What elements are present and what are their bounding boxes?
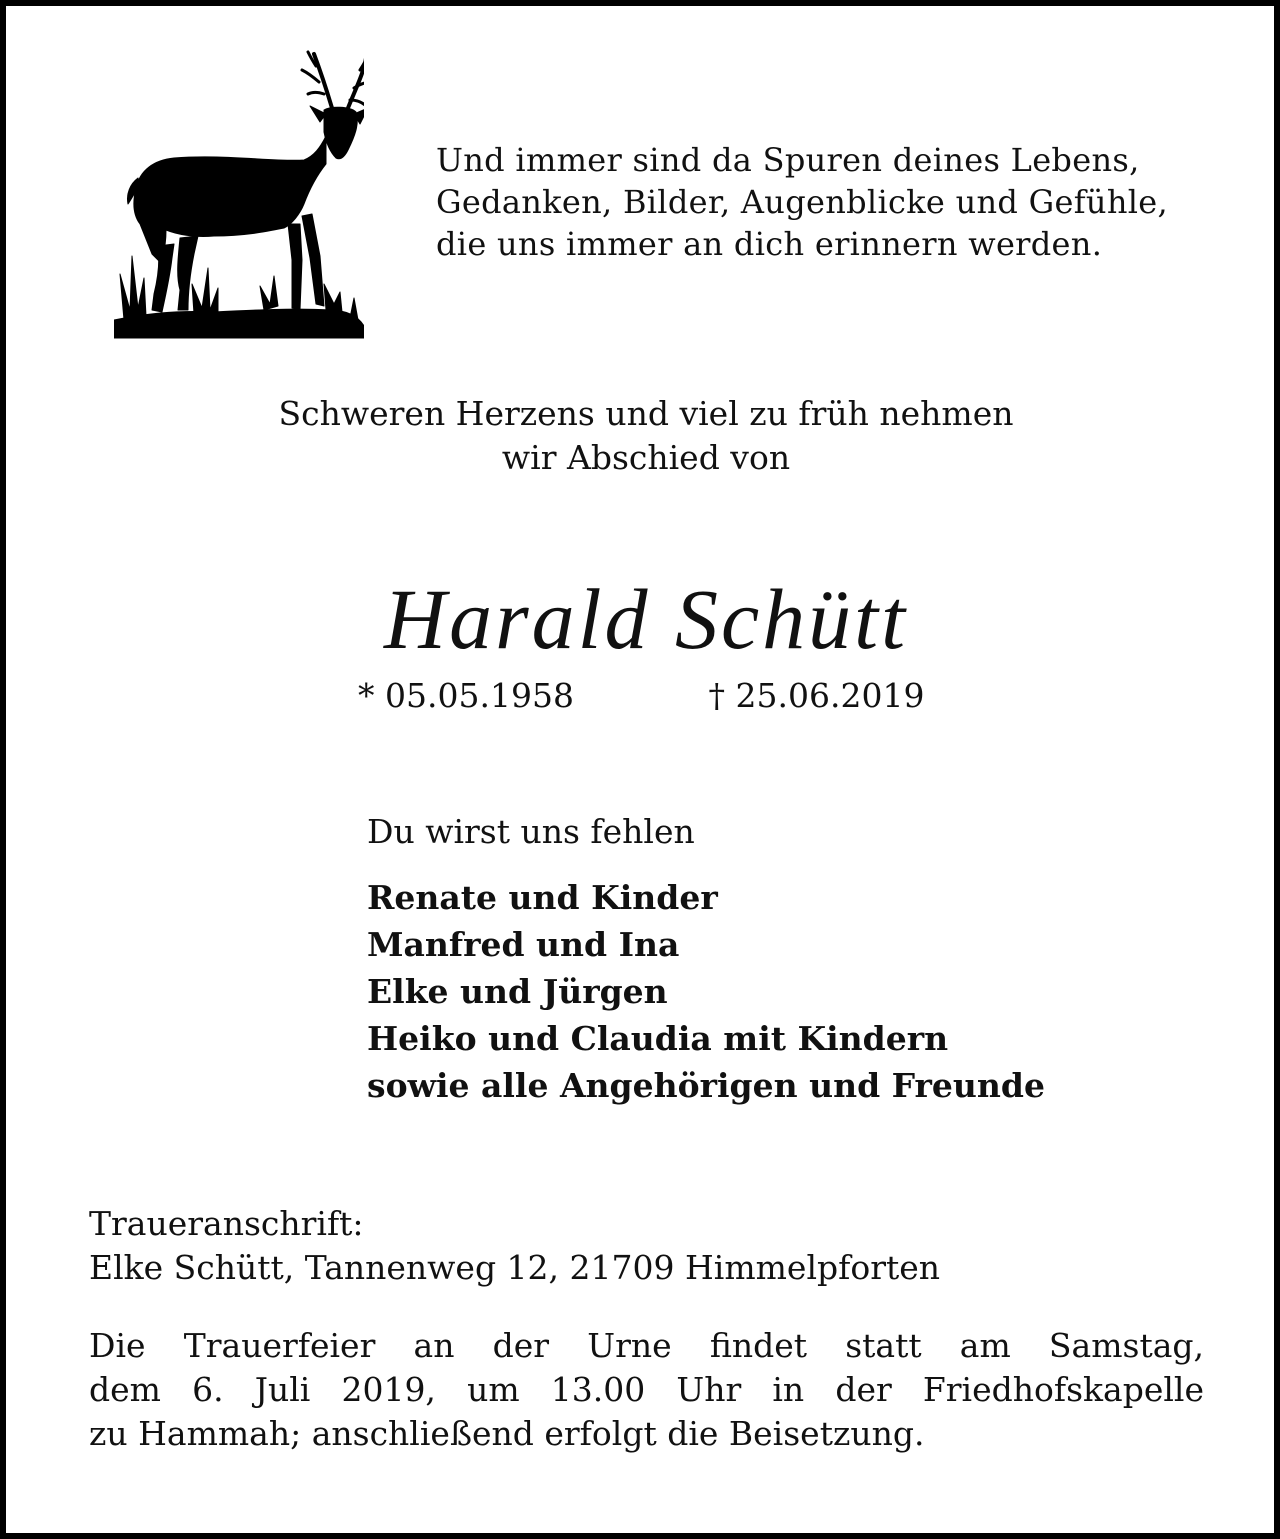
poem-line: Und immer sind da Spuren deines Lebens,: [436, 141, 1140, 179]
mourner-line: sowie alle Angehörigen und Freunde: [367, 1066, 1045, 1105]
mourner-line: Elke und Jürgen: [367, 972, 668, 1011]
poem: [436, 139, 1236, 265]
address-value: Elke Schütt, Tannenweg 12, 21709 Himmelpforten: [89, 1248, 941, 1287]
farewell-text: Du wirst uns fehlen: [367, 812, 695, 851]
intro-line-2: wir Abschied von: [501, 438, 791, 477]
intro-text: [6, 392, 1280, 480]
address-label: Traueranschrift:: [89, 1204, 364, 1243]
life-dates: [358, 674, 924, 718]
ceremony-line: Die Trauerfeier an der Urne findet statt am Samstag,: [89, 1326, 1204, 1365]
condolence-address: [89, 1202, 940, 1290]
deer-silhouette-image: [114, 48, 364, 340]
deceased-name: Harald Schütt: [384, 571, 908, 667]
death-date: † 25.06.2019: [708, 676, 925, 715]
intro-line-1: Schweren Herzens und viel zu früh nehmen: [278, 394, 1014, 433]
poem-line: Gedanken, Bilder, Augenblicke und Gefühle,: [436, 183, 1168, 221]
poem-line: die uns immer an dich erinnern werden.: [436, 225, 1103, 263]
mourners-list: [367, 874, 1045, 1109]
mourner-line: Manfred und Ina: [367, 925, 680, 964]
ceremony-line: zu Hammah; anschließend erfolgt die Beisetzung.: [89, 1414, 925, 1453]
ceremony-line: dem 6. Juli 2019, um 13.00 Uhr in der Friedhofskapelle: [89, 1370, 1204, 1409]
birth-date: * 05.05.1958: [358, 676, 574, 715]
mourner-line: Heiko und Claudia mit Kindern: [367, 1019, 949, 1058]
ceremony-info: [89, 1324, 1204, 1456]
mourner-line: Renate und Kinder: [367, 878, 718, 917]
